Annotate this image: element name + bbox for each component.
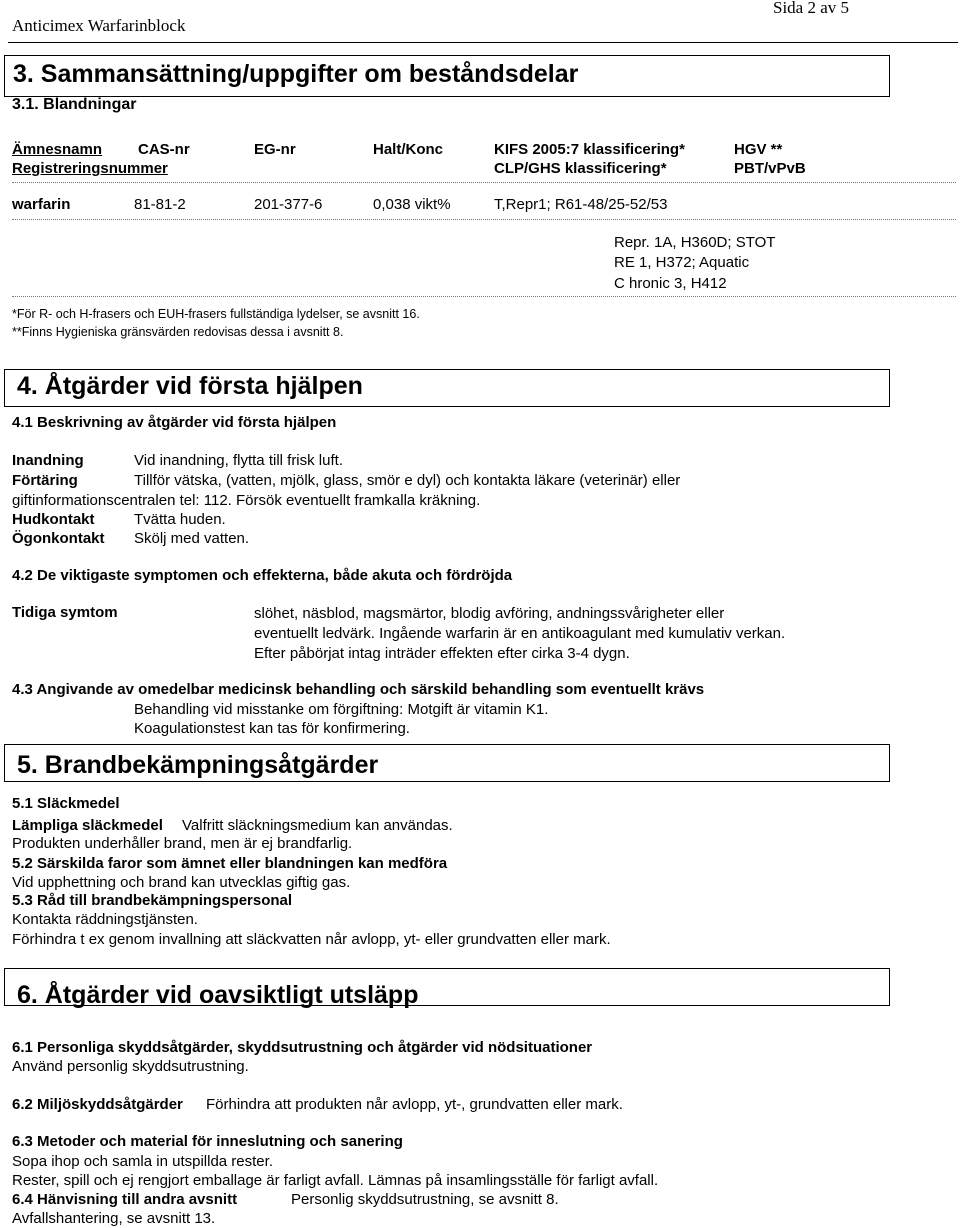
s5-line-2: Vid upphettning och brand kan utvecklas giftig gas.	[12, 874, 351, 891]
subsection-4-2: 4.2 De viktigaste symptomen och effekterna, både akuta och fördröjda	[12, 567, 513, 584]
table-divider	[12, 182, 956, 183]
section-6-title-box	[4, 968, 890, 1009]
fortaring-text: Tillför vätska, (vatten, mjölk, glass, smör e dyl) och kontakta läkare (veterinär) eller	[134, 472, 681, 489]
row-clp-line1: Repr. 1A, H360D; STOT	[614, 234, 776, 251]
section-4-title: 4. Åtgärder vid första hjälpen	[17, 372, 363, 400]
inandning-label: Inandning	[12, 452, 84, 469]
inandning-text: Vid inandning, flytta till frisk luft.	[134, 452, 343, 469]
s5-line-4: Förhindra t ex genom invallning att släckvatten når avlopp, yt- eller grundvatten eller mark.	[12, 931, 611, 948]
subsection-4-3: 4.3 Angivande av omedelbar medicinsk behandling och särskild behandling som eventuellt krävs	[12, 681, 705, 698]
col-eg: EG-nr	[254, 141, 296, 158]
s5-line-1: Produkten underhåller brand, men är ej brandfarlig.	[12, 835, 353, 852]
row-eg: 201-377-6	[254, 196, 323, 213]
s6-line-1: Använd personlig skyddsutrustning.	[12, 1058, 249, 1075]
section-3-title-box	[4, 55, 890, 97]
row-clp-line3: C hronic 3, H412	[614, 275, 727, 292]
col-clp: CLP/GHS klassificering*	[494, 160, 667, 177]
s6-line-2: Förhindra att produkten når avlopp, yt-, grundvatten eller mark.	[206, 1096, 623, 1113]
s5-line-3: Kontakta räddningstjänsten.	[12, 911, 198, 928]
col-kifs: KIFS 2005:7 klassificering*	[494, 141, 685, 158]
row-cas: 81-81-2	[134, 196, 186, 213]
section-3-title: 3. Sammansättning/uppgifter om beståndsdelar	[13, 60, 579, 88]
section-5-title-box	[4, 744, 890, 782]
subsection-6-2: 6.2 Miljöskyddsåtgärder	[12, 1096, 183, 1113]
col-name: Ämnesnamn	[12, 141, 103, 158]
s6-line-3b: Rester, spill och ej rengjort emballage är farligt avfall. Lämnas på insamlingsställe för farligt avfall.	[12, 1172, 659, 1189]
subsection-3-1: 3.1. Blandningar	[12, 96, 137, 113]
subsection-6-1: 6.1 Personliga skyddsåtgärder, skyddsutrustning och åtgärder vid nödsituationer	[12, 1039, 593, 1056]
hudkontakt-label: Hudkontakt	[12, 511, 95, 528]
row-kifs: T,Repr1; R61-48/25-52/53	[494, 196, 668, 213]
product-name: Anticimex Warfarinblock	[12, 16, 186, 35]
s6-line-4: Personlig skyddsutrustning, se avsnitt 8.	[291, 1191, 559, 1208]
s6-line-4b: Avfallshantering, se avsnitt 13.	[12, 1210, 216, 1227]
col-reg: Registreringsnummer	[12, 160, 168, 177]
section-4-title-box	[4, 369, 890, 407]
hudkontakt-text: Tvätta huden.	[134, 511, 226, 528]
fortaring-text-2: giftinformationscentralen tel: 112. Försök eventuellt framkalla kräkning.	[12, 492, 481, 509]
row-halt: 0,038 vikt%	[373, 196, 451, 213]
ogonkontakt-text: Skölj med vatten.	[134, 530, 250, 547]
fortaring-label: Förtäring	[12, 472, 78, 489]
subsection-5-3: 5.3 Råd till brandbekämpningspersonal	[12, 892, 293, 909]
section-5-title: 5. Brandbekämpningsåtgärder	[17, 751, 379, 779]
col-hgv: HGV **	[734, 141, 783, 158]
subsection-6-4: 6.4 Hänvisning till andra avsnitt	[12, 1191, 238, 1208]
tidiga-line-2: eventuellt ledvärk. Ingående warfarin är en antikoagulant med kumulativ verkan.	[254, 625, 786, 642]
tidiga-line-3: Efter påbörjat intag inträder effekten efter cirka 3-4 dygn.	[254, 645, 630, 662]
footnote-2: **Finns Hygieniska gränsvärden redovisas dessa i avsnitt 8.	[12, 325, 344, 339]
footnote-1: *För R- och H-frasers och EUH-frasers fullständiga lydelser, se avsnitt 16.	[12, 307, 420, 321]
subsection-5-1: 5.1 Släckmedel	[12, 795, 120, 812]
page-number: Sida 2 av 5	[773, 0, 850, 17]
table-end-divider	[12, 296, 956, 297]
subsection-4-1: 4.1 Beskrivning av åtgärder vid första hjälpen	[12, 414, 337, 431]
row-name: warfarin	[12, 196, 71, 213]
lampliga-label: Lämpliga släckmedel	[12, 817, 163, 834]
header-divider	[8, 42, 958, 43]
tidiga-line-1: slöhet, näsblod, magsmärtor, blodig avföring, andningssvårigheter eller	[254, 605, 725, 622]
section-6-title: 6. Åtgärder vid oavsiktligt utsläpp	[17, 981, 419, 1009]
col-pbt: PBT/vPvB	[734, 160, 806, 177]
col-cas: CAS-nr	[138, 141, 190, 158]
table-row-divider	[12, 219, 956, 220]
subsection-5-2: 5.2 Särskilda faror som ämnet eller blandningen kan medföra	[12, 855, 448, 872]
behandling-line-2: Koagulationstest kan tas för konfirmering.	[134, 720, 410, 737]
row-clp-line2: RE 1, H372; Aquatic	[614, 254, 750, 271]
subsection-6-3: 6.3 Metoder och material för inneslutning och sanering	[12, 1133, 403, 1150]
behandling-line-1: Behandling vid misstanke om förgiftning: Motgift är vitamin K1.	[134, 701, 549, 718]
col-halt: Halt/Konc	[373, 141, 444, 158]
s6-line-3a: Sopa ihop och samla in utspillda rester.	[12, 1153, 273, 1170]
lampliga-text: Valfritt släckningsmedium kan användas.	[182, 817, 453, 834]
ogonkontakt-label: Ögonkontakt	[12, 530, 105, 547]
tidiga-label: Tidiga symtom	[12, 604, 118, 621]
